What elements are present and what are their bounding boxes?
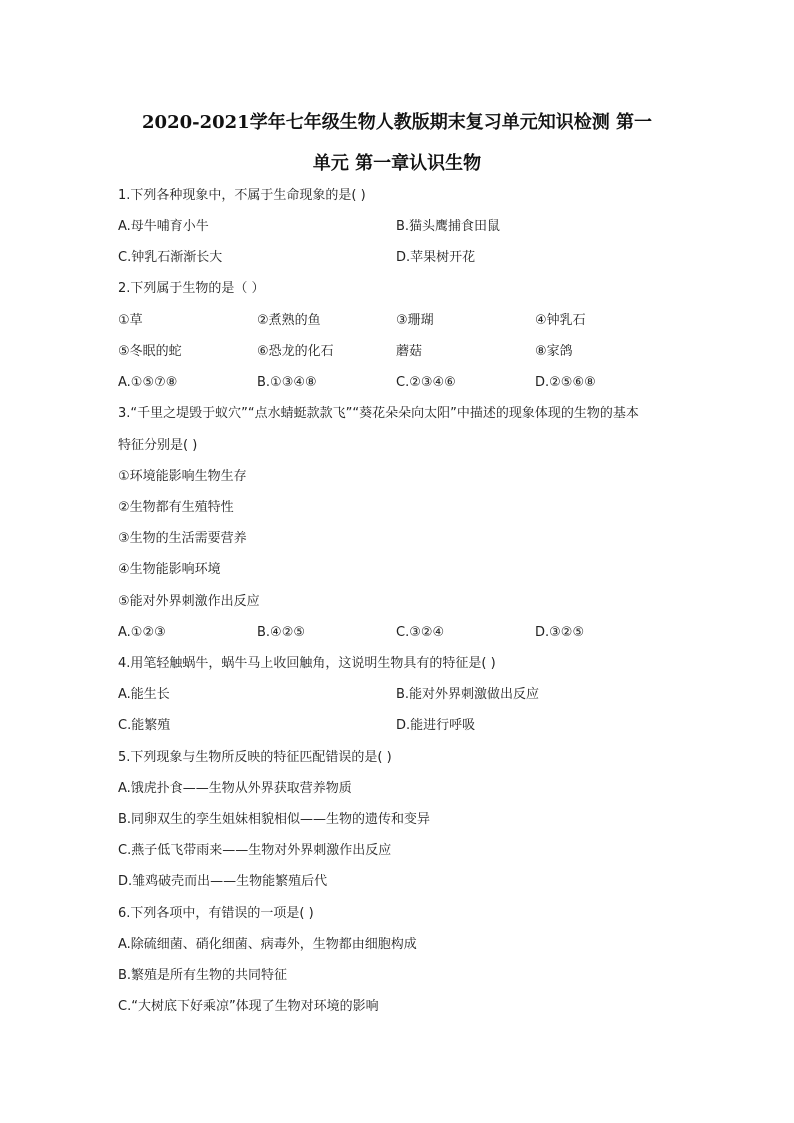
question-3-stem-line-2: 特征分别是( )	[118, 438, 198, 453]
question-5-option-d: D.雏鸡破壳而出——生物能繁殖后代	[118, 874, 328, 889]
question-3-item-4: ④生物能影响环境	[118, 562, 221, 577]
question-4-option-a: A.能生长	[118, 687, 170, 702]
question-3-option-b: B.④②⑤	[257, 625, 306, 640]
question-2-option-a: A.①⑤⑦⑧	[118, 375, 178, 390]
question-3-item-2: ②生物都有生殖特性	[118, 500, 234, 515]
question-2-item-7: 蘑菇	[396, 344, 423, 359]
question-5-option-c: C.燕子低飞带雨来——生物对外界刺激作出反应	[118, 843, 392, 858]
question-3-option-a: A.①②③	[118, 625, 166, 640]
question-2-item-3: ③珊瑚	[396, 313, 434, 328]
question-6-option-c: C.“大树底下好乘凉”体现了生物对环境的影响	[118, 999, 379, 1014]
question-6-option-a: A.除硫细菌、硝化细菌、病毒外，生物都由细胞构成	[118, 937, 417, 952]
question-2-item-6: ⑥恐龙的化石	[257, 344, 334, 359]
question-2-item-5: ⑤冬眠的蛇	[118, 344, 182, 359]
question-2-item-8: ⑧家鸽	[535, 344, 573, 359]
question-1-stem: 1.下列各种现象中，不属于生命现象的是( )	[118, 188, 366, 203]
question-1-option-c: C.钟乳石渐渐长大	[118, 250, 223, 265]
question-5-stem: 5.下列现象与生物所反映的特征匹配错误的是( )	[118, 750, 392, 765]
question-4-option-d: D.能进行呼吸	[396, 718, 476, 733]
question-2-stem: 2.下列属于生物的是（ ）	[118, 281, 265, 296]
question-3-item-1: ①环境能影响生物生存	[118, 469, 247, 484]
question-2-item-4: ④钟乳石	[535, 313, 586, 328]
question-2-item-1: ①草	[118, 313, 143, 328]
document-title-line-1: 2020-2021学年七年级生物人教版期末复习单元知识检测 第一	[142, 112, 652, 133]
question-3-item-3: ③生物的生活需要营养	[118, 531, 247, 546]
question-3-option-c: C.③②④	[396, 625, 445, 640]
question-5-option-a: A.饿虎扑食——生物从外界获取营养物质	[118, 781, 352, 796]
question-1-option-b: B.猫头鹰捕食田鼠	[396, 219, 501, 234]
question-4-option-c: C.能繁殖	[118, 718, 171, 733]
question-3-stem-line-1: 3.“千里之堤毁于蚁穴”“点水蜻蜓款款飞”“葵花朵朵向太阳”中描述的现象体现的生物的基本	[118, 406, 639, 421]
question-2-option-c: C.②③④⑥	[396, 375, 456, 390]
question-1-option-d: D.苹果树开花	[396, 250, 476, 265]
question-6-stem: 6.下列各项中，有错误的一项是( )	[118, 906, 314, 921]
question-2-option-d: D.②⑤⑥⑧	[535, 375, 596, 390]
document-title-line-2: 单元 第一章认识生物	[312, 153, 482, 174]
question-1-option-a: A.母牛哺育小牛	[118, 219, 209, 234]
question-4-option-b: B.能对外界刺激做出反应	[396, 687, 540, 702]
question-2-item-2: ②煮熟的鱼	[257, 313, 321, 328]
question-3-item-5: ⑤能对外界刺激作出反应	[118, 594, 260, 609]
question-3-option-d: D.③②⑤	[535, 625, 585, 640]
question-5-option-b: B.同卵双生的孪生姐妹相貌相似——生物的遗传和变异	[118, 812, 431, 827]
question-2-option-b: B.①③④⑧	[257, 375, 317, 390]
question-4-stem: 4.用笔轻触蜗牛，蜗牛马上收回触角，这说明生物具有的特征是( )	[118, 656, 496, 671]
question-6-option-b: B.繁殖是所有生物的共同特征	[118, 968, 288, 983]
